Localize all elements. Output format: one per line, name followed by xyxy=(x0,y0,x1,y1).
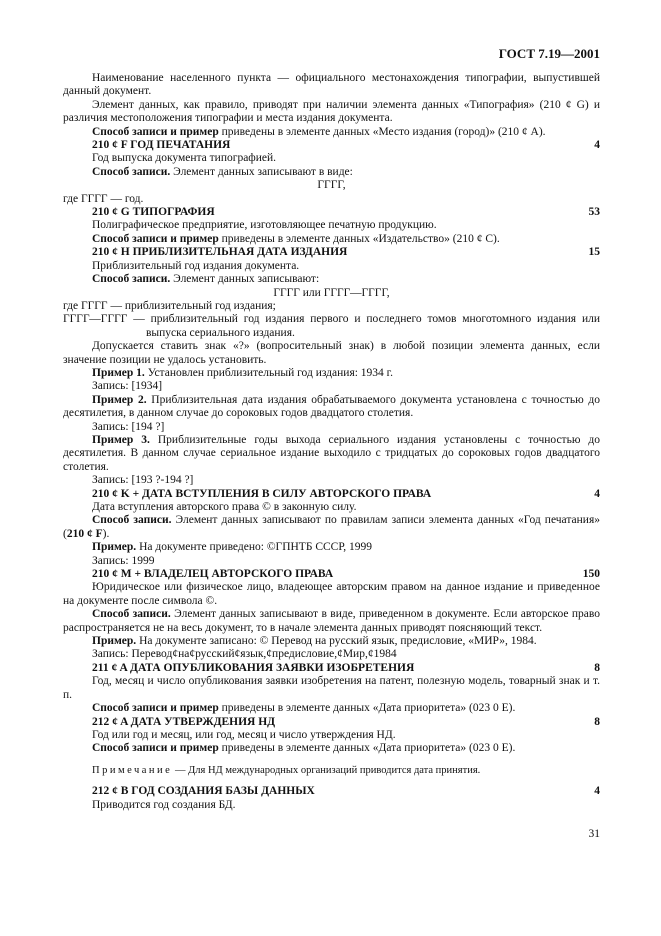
bold-label: Пример. xyxy=(92,541,137,554)
bold-label: Способ записи. xyxy=(92,608,171,621)
bold-label: Способ записи и пример xyxy=(92,125,219,138)
paragraph: Год выпуска документа типографией. xyxy=(92,152,277,165)
bold-label: Способ записи. xyxy=(92,514,172,527)
heading-title: 210 ¢ F ГОД ПЕЧАТАНИЯ xyxy=(92,139,231,152)
paragraph: Наименование населенного пункта — официального местонахождения типографии, выпустившей данный документ. xyxy=(63,72,600,98)
section-heading xyxy=(63,662,600,675)
heading-title: 211 ¢ A ДАТА ОПУБЛИКОВАНИЯ ЗАЯВКИ ИЗОБРЕТЕНИЯ xyxy=(92,661,415,674)
section-heading xyxy=(63,716,600,729)
paragraph-text: Установлен приблизительный год издания: 1934 г. xyxy=(144,366,393,379)
section-heading xyxy=(63,139,600,152)
format-line: ГГГГ или ГГГГ—ГГГГ, xyxy=(273,286,390,299)
paragraph: где ГГГГ — год. xyxy=(63,192,144,205)
bold-label: Пример 1. xyxy=(92,366,145,379)
heading-title: 212 ¢ A ДАТА УТВЕРЖДЕНИЯ НД xyxy=(92,715,276,728)
paragraph-text: Приблизительные годы выхода сериального издания установлены с точностью до десятилетия. В данном случае сериальное издание выходило с тридцатых до сороковых годов двадцатого столетия. xyxy=(63,433,600,473)
section-heading xyxy=(63,785,600,798)
paragraph xyxy=(63,742,600,755)
paragraph: Запись: Перевод¢на¢русский¢язык,¢предисловие,¢Мир,¢1984 xyxy=(92,648,397,661)
paragraph: Полиграфическое предприятие, изготовляющее печатную продукцию. xyxy=(92,219,437,232)
paragraph xyxy=(63,635,600,648)
section-heading xyxy=(63,206,600,219)
paragraph: Год или год и месяц, или год, месяц и число утверждения НД. xyxy=(92,728,396,741)
paragraph: Запись: 1999 xyxy=(92,554,155,567)
paragraph-text: приведены в элементе данных «Издательство» (210 ¢ C). xyxy=(218,232,500,245)
bold-ref: 210 ¢ F xyxy=(66,527,103,540)
paragraph xyxy=(63,166,600,179)
section-heading xyxy=(63,488,600,501)
format-line: ГГГГ, xyxy=(317,179,346,192)
note-label: Примечание xyxy=(92,764,173,776)
bold-label: Способ записи. xyxy=(92,273,171,286)
page-number: 31 xyxy=(588,828,600,840)
paragraph xyxy=(63,367,600,380)
paragraph-text: ). xyxy=(102,527,110,540)
paragraph: Элемент данных, как правило, приводят при наличии элемента данных «Типография» (210 ¢ G) и различия местоположения типографии и места издания документа. xyxy=(63,98,600,125)
paragraph xyxy=(63,514,600,541)
bold-label: Пример 3. xyxy=(92,433,150,446)
bold-label: Пример 2. xyxy=(92,393,147,406)
paragraph: Допускается ставить знак «?» (вопросительный знак) в любой позиции элемента данных, если значение позиции не удалось установить. xyxy=(63,340,600,366)
heading-length: 150 xyxy=(582,568,600,581)
paragraph xyxy=(63,233,600,246)
paragraph xyxy=(63,608,600,635)
paragraph: Приводится год создания БД. xyxy=(92,798,236,811)
note-text: — Для НД международных организаций приводится дата принятия. xyxy=(172,764,481,776)
paragraph xyxy=(63,126,600,139)
paragraph xyxy=(63,273,600,286)
paragraph: где ГГГГ — приблизительный год издания; xyxy=(63,299,276,312)
bold-label: Способ записи и пример xyxy=(92,702,219,715)
heading-length: 53 xyxy=(588,206,600,219)
bold-label: Способ записи и пример xyxy=(92,742,219,755)
bold-label: Способ записи. xyxy=(92,165,171,178)
section-heading xyxy=(63,568,600,581)
paragraph-text: Элемент данных записывают в виде: xyxy=(170,165,353,178)
paragraph-text: На документе приведено: ©ГПНТБ СССР, 1999 xyxy=(136,541,373,554)
heading-length: 4 xyxy=(594,139,600,152)
heading-length: 4 xyxy=(594,785,600,798)
heading-title: 210 ¢ G ТИПОГРАФИЯ xyxy=(92,206,215,219)
standard-header: ГОСТ 7.19—2001 xyxy=(498,46,600,61)
paragraph: Запись: [1934] xyxy=(92,380,163,393)
paragraph-text: приведены в элементе данных «Место издания (город)» (210 ¢ A). xyxy=(218,125,546,138)
paragraph: Юридическое или физическое лицо, владеющее авторским правом на данное издание и приведенное на документе после символа ©. xyxy=(63,581,600,607)
paragraph xyxy=(63,394,600,421)
bold-label: Способ записи и пример xyxy=(92,232,219,245)
paragraph-text: Элемент данных записывают в виде, приведенном в документе. Если авторское право распространяется не на весь документ, то в начале элемента данных приводят поясняющий текст. xyxy=(63,608,600,634)
heading-title: 210 ¢ H ПРИБЛИЗИТЕЛЬНАЯ ДАТА ИЗДАНИЯ xyxy=(92,246,348,259)
page-body xyxy=(63,72,600,812)
paragraph-text: Элемент данных записывают: xyxy=(170,273,320,286)
paragraph xyxy=(63,434,600,474)
paragraph: Год, месяц и число опубликования заявки изобретения на патент, полезную модель, товарный знак и т. п. xyxy=(63,675,600,701)
paragraph-text: Приблизительная дата издания обрабатываемого документа установлена с точностью до десятилетия, в данном случае до сороковых годов двадцатого столетия. xyxy=(63,393,600,420)
section-heading xyxy=(63,246,600,259)
heading-length: 4 xyxy=(594,487,600,500)
paragraph: Запись: [194 ?] xyxy=(92,420,165,433)
paragraph: Дата вступления авторского права © в законную силу. xyxy=(92,501,357,513)
paragraph-text: На документе записано: © Перевод на русский язык, предисловие, «МИР», 1984. xyxy=(136,635,537,648)
paragraph-text: приведены в элементе данных «Дата приоритета» (023 0 E). xyxy=(218,702,516,715)
heading-title: 210 ¢ K + ДАТА ВСТУПЛЕНИЯ В СИЛУ АВТОРСКОГО ПРАВА xyxy=(92,487,432,500)
heading-title: 210 ¢ M + ВЛАДЕЛЕЦ АВТОРСКОГО ПРАВА xyxy=(92,568,334,581)
bold-label: Пример. xyxy=(92,635,137,648)
heading-length: 15 xyxy=(588,246,600,259)
heading-length: 8 xyxy=(594,661,600,674)
heading-length: 8 xyxy=(594,715,600,728)
note xyxy=(63,764,600,777)
paragraph: ГГГГ—ГГГГ — приблизительный год издания первого и последнего томов многотомного издания или выпуска сериального издания. xyxy=(63,313,600,339)
paragraph-text: Элемент данных записывают по правилам записи элемента данных «Год печатания» ( xyxy=(63,514,600,540)
paragraph xyxy=(63,702,600,715)
paragraph xyxy=(63,541,600,554)
heading-title: 212 ¢ B ГОД СОЗДАНИЯ БАЗЫ ДАННЫХ xyxy=(92,785,315,798)
paragraph-text: приведены в элементе данных «Дата приоритета» (023 0 E). xyxy=(218,742,516,755)
paragraph: Приблизительный год издания документа. xyxy=(92,259,300,272)
paragraph: Запись: [193 ?-194 ?] xyxy=(92,474,194,487)
